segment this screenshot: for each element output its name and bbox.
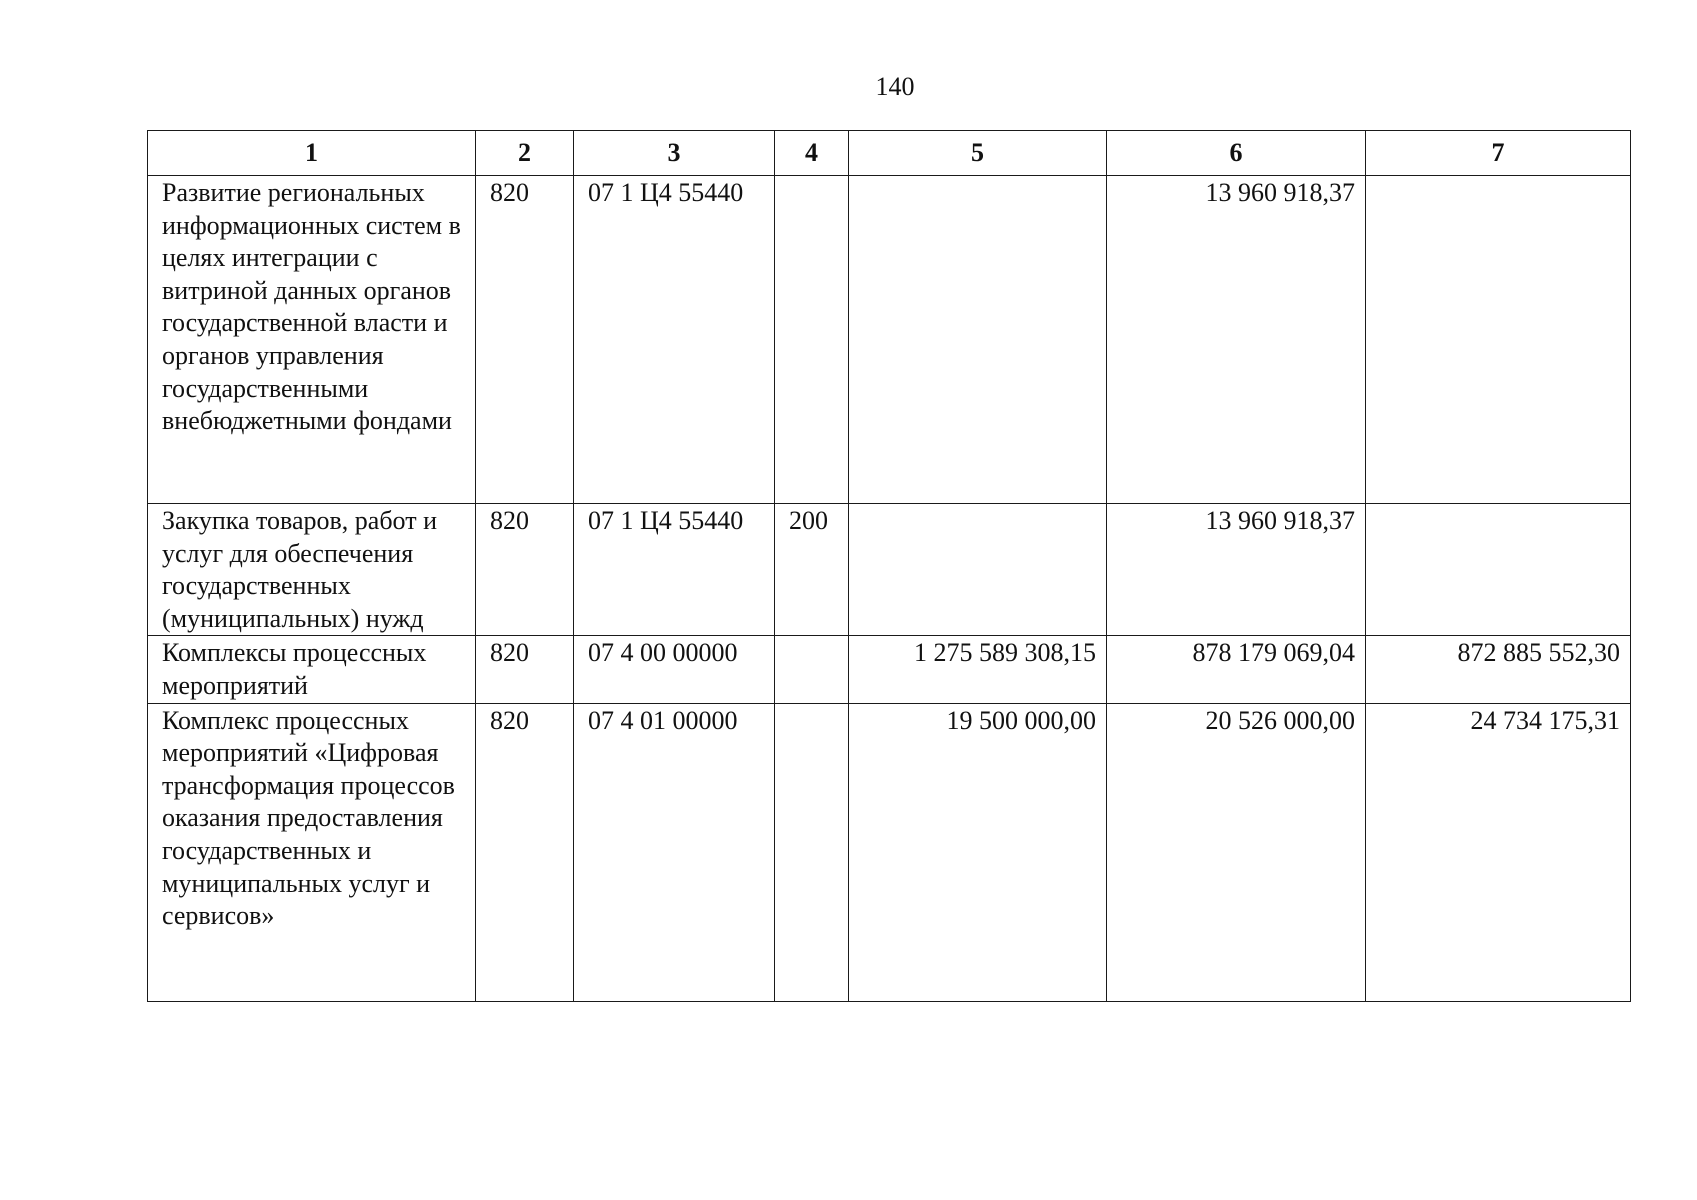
row-col3-cell: 07 1 Ц4 55440 [574, 504, 775, 636]
row-name-cell: Развитие региональных информационных систем в целях интеграции с витриной данных органов государственной власти и органов управления государственными внебюджетными фондами [148, 176, 476, 504]
column-header-5: 5 [849, 131, 1107, 176]
column-header-4: 4 [775, 131, 849, 176]
row-col5-cell [849, 504, 1107, 636]
page-number: 140 [875, 72, 915, 101]
row-col3-cell: 07 4 00 00000 [574, 636, 775, 703]
row-col2-cell: 820 [476, 176, 574, 504]
column-header-1: 1 [148, 131, 476, 176]
row-col4-cell [775, 636, 849, 703]
row-name-cell: Комплексы процессных мероприятий [148, 636, 476, 703]
row-col3-cell: 07 4 01 00000 [574, 703, 775, 1001]
row-col2-cell: 820 [476, 504, 574, 636]
row-col2-cell: 820 [476, 703, 574, 1001]
column-header-7: 7 [1366, 131, 1631, 176]
table-row [148, 703, 1631, 1001]
row-col4-cell [775, 703, 849, 1001]
table-row [148, 504, 1631, 636]
row-col6-cell: 13 960 918,37 [1107, 176, 1366, 504]
row-col7-cell: 24 734 175,31 [1366, 703, 1631, 1001]
table-row [148, 636, 1631, 703]
row-col6-cell: 878 179 069,04 [1107, 636, 1366, 703]
row-name-cell: Комплекс процессных мероприятий «Цифровая трансформация процессов оказания предоставления государственных и муниципальных услуг и сервисов» [148, 703, 476, 1001]
row-col6-cell: 13 960 918,37 [1107, 504, 1366, 636]
row-col6-cell: 20 526 000,00 [1107, 703, 1366, 1001]
table-row [148, 176, 1631, 504]
row-col4-cell [775, 176, 849, 504]
row-col5-cell [849, 176, 1107, 504]
row-col4-cell: 200 [775, 504, 849, 636]
row-col3-cell: 07 1 Ц4 55440 [574, 176, 775, 504]
column-header-3: 3 [574, 131, 775, 176]
row-col7-cell [1366, 504, 1631, 636]
row-col7-cell [1366, 176, 1631, 504]
budget-table [147, 130, 1631, 1002]
row-col5-cell: 1 275 589 308,15 [849, 636, 1107, 703]
row-col7-cell: 872 885 552,30 [1366, 636, 1631, 703]
column-header-2: 2 [476, 131, 574, 176]
row-col5-cell: 19 500 000,00 [849, 703, 1107, 1001]
column-header-6: 6 [1107, 131, 1366, 176]
row-col2-cell: 820 [476, 636, 574, 703]
header-row [148, 131, 1631, 176]
row-name-cell: Закупка товаров, работ и услуг для обеспечения государственных (муниципальных) нужд [148, 504, 476, 636]
